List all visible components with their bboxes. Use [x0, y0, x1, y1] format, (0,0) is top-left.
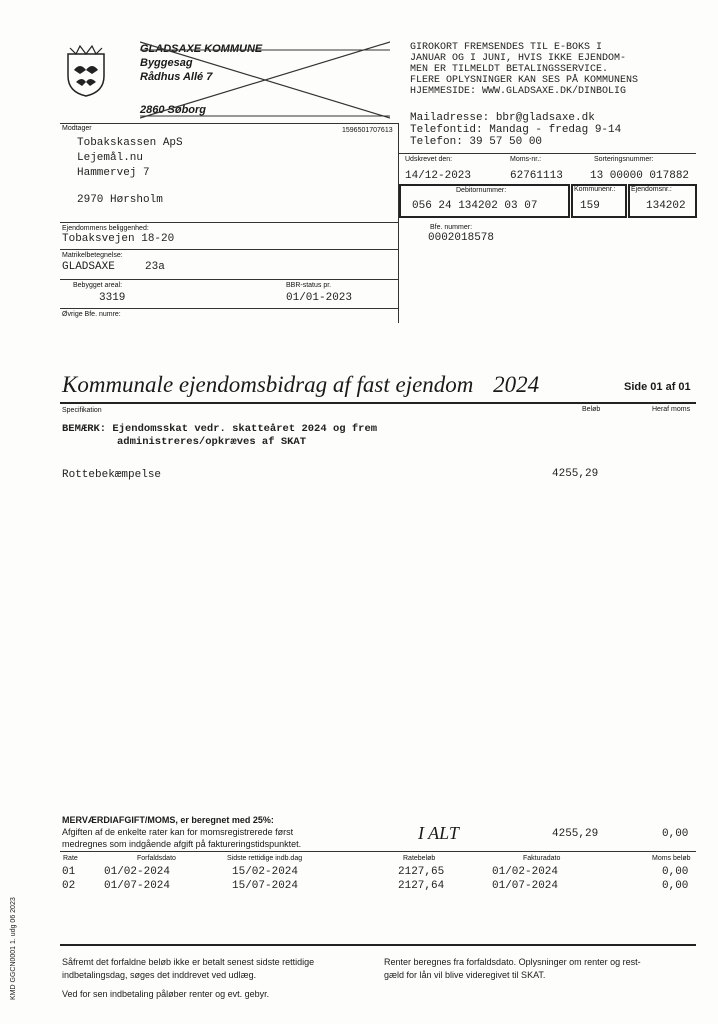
total-label: I ALT: [418, 823, 459, 843]
rate-amount: 2127,65: [398, 866, 445, 878]
rate-vat: 0,00: [662, 880, 689, 892]
notice-line: FLERE OPLYSNINGER KAN SES PÅ KOMMUNENS: [410, 75, 639, 86]
cadastral-number: 23a: [145, 261, 165, 273]
invoice-date-header: Fakturadato: [523, 855, 561, 862]
footer-left-line: Ved for sen indbetaling påløber renter og evt. gebyr.: [62, 989, 270, 999]
remark-line: BEMÆRK: Ejendomsskat vedr. skatteåret 2024 og frem: [62, 423, 378, 435]
debtor-number: 056 24 134202 03 07: [412, 200, 538, 212]
notice-line: GIROKORT FREMSENDES TIL E-BOKS I: [410, 42, 603, 53]
rate-due: 01/07-2024: [104, 880, 171, 892]
debtor-label: Debitornummer:: [456, 187, 507, 194]
sender-city: 2860 Søborg: [140, 104, 207, 116]
location-value: Tobaksvejen 18-20: [62, 233, 175, 245]
recipient-label: Modtager: [62, 125, 92, 132]
vat-text-line: medregnes som indgående afgift på faktureringstidspunktet.: [62, 839, 302, 849]
rate-header: Rate: [63, 855, 78, 862]
vat-header: Heraf moms: [652, 406, 691, 413]
rate-last: 15/02-2024: [232, 866, 299, 878]
remark-text: [62, 423, 377, 449]
sender-address: Rådhus Allé 7: [140, 71, 213, 83]
property-number-label: Ejendomsnr.:: [631, 186, 672, 193]
last-pay-header: Sidste rettidige indb.dag: [227, 855, 303, 862]
rate-invoice: 01/02-2024: [492, 866, 559, 878]
vat-number-label: Moms-nr.:: [510, 156, 542, 163]
vat-text-line: Afgiften af de enkelte rater kan for momsregistrerede først: [62, 827, 294, 837]
item-name: Rottebekæmpelse: [62, 469, 162, 481]
municipality-label: Kommunenr.:: [574, 186, 616, 193]
sort-number: 13 00000 017882: [590, 170, 690, 182]
footer-left-line: indbetalingsdag, søges det inddrevet ved udlæg.: [62, 970, 257, 980]
form-code: KMD GGCN0001 1. udg 06 2023: [10, 897, 17, 1000]
total-vat: 0,00: [662, 828, 689, 840]
footer-divider: [60, 944, 696, 946]
rate-amount: 2127,64: [398, 880, 445, 892]
printed-label: Udskrevet den:: [405, 156, 453, 163]
recipient-street: Hammervej 7: [77, 167, 150, 179]
rate-row: [62, 880, 696, 894]
sender-dept: Byggesag: [140, 57, 193, 69]
rate-amount-header: Ratebeløb: [403, 855, 436, 862]
bbr-status-value: 01/01-2023: [286, 292, 353, 304]
recipient-address: [77, 136, 183, 181]
rate-number: 02: [62, 880, 76, 892]
footer-right-line: Renter beregnes fra forfaldsdato. Oplysninger om renter og rest-: [384, 957, 641, 967]
contact-hours: Telefontid: Mandag - fredag 9-14: [410, 124, 622, 136]
rate-due: 01/02-2024: [104, 866, 171, 878]
notice-line: HJEMMESIDE: WWW.GLADSAXE.DK/DINBOLIG: [410, 86, 627, 97]
sort-number-label: Sorteringsnummer:: [594, 156, 654, 163]
municipality-number: 159: [580, 200, 600, 212]
footer-right-line: gæld for lån vil blive videregivet til SKAT.: [384, 970, 546, 980]
recipient-line: Lejemål.nu: [77, 152, 144, 164]
municipal-crest-icon: [64, 44, 108, 98]
rate-last: 15/07-2024: [232, 880, 299, 892]
footer-left: [62, 956, 314, 1001]
notice-line: MEN ER TILMELDT BETALINGSSERVICE.: [410, 64, 609, 75]
bfe-number: 0002018578: [428, 232, 495, 244]
vat-text: [62, 826, 301, 850]
item-amount: 4255,29: [552, 468, 599, 480]
contact-info: [410, 112, 621, 148]
bfe-label: Bfe. nummer:: [430, 224, 473, 231]
spec-header: Specifikation: [62, 407, 102, 414]
built-area-label: Bebygget areal:: [73, 282, 123, 289]
total-amount: 4255,29: [552, 828, 599, 840]
document-title: [62, 372, 539, 398]
page-indicator: Side 01 af 01: [624, 381, 691, 393]
notice-line: JANUAR OG I JUNI, HVIS IKKE EJENDOM-: [410, 53, 627, 64]
rate-vat: 0,00: [662, 866, 689, 878]
printed-date: 14/12-2023: [405, 170, 472, 182]
bbr-status-label: BBR-status pr.: [286, 282, 332, 289]
vat-title: MERVÆRDIAFGIFT/MOMS, er beregnet med 25%:: [62, 815, 274, 825]
due-date-header: Forfaldsdato: [137, 855, 176, 862]
footer-left-line: Såfremt det forfaldne beløb ikke er betalt senest sidste rettidige: [62, 957, 315, 967]
recipient-city: 2970 Hørsholm: [77, 194, 163, 206]
vat-number: 62761113: [510, 170, 563, 182]
recipient-name: Tobakskassen ApS: [77, 137, 183, 149]
sender-block: [62, 40, 392, 120]
title-divider: [60, 402, 696, 404]
rate-number: 01: [62, 866, 76, 878]
contact-email: Mailadresse: bbr@gladsaxe.dk: [410, 112, 595, 124]
cross-out-mark: [140, 40, 390, 120]
contact-phone: Telefon: 39 57 50 00: [410, 136, 543, 148]
other-bfe-label: Øvrige Bfe. numre:: [62, 311, 121, 318]
vat-amount-header: Moms beløb: [652, 855, 691, 862]
rate-row: [62, 866, 696, 880]
cadastral-label: Matrikelbetegnelse:: [62, 252, 123, 259]
cadastral-value: GLADSAXE: [62, 261, 115, 273]
sender-name: GLADSAXE KOMMUNE: [140, 43, 263, 55]
rate-invoice: 01/07-2024: [492, 880, 559, 892]
title-text: Kommunale ejendomsbidrag af fast ejendom: [62, 372, 474, 397]
property-number: 134202: [646, 200, 686, 212]
amount-header: Beløb: [582, 406, 601, 413]
recipient-code: 1596501707613: [342, 127, 393, 134]
built-area-value: 3319: [99, 292, 126, 304]
remark-line: administreres/opkræves af SKAT: [117, 436, 307, 448]
efaktura-notice: [410, 42, 638, 97]
location-label: Ejendommens beliggenhed:: [62, 225, 149, 232]
footer-right: [384, 956, 641, 982]
title-year: 2024: [493, 372, 540, 397]
